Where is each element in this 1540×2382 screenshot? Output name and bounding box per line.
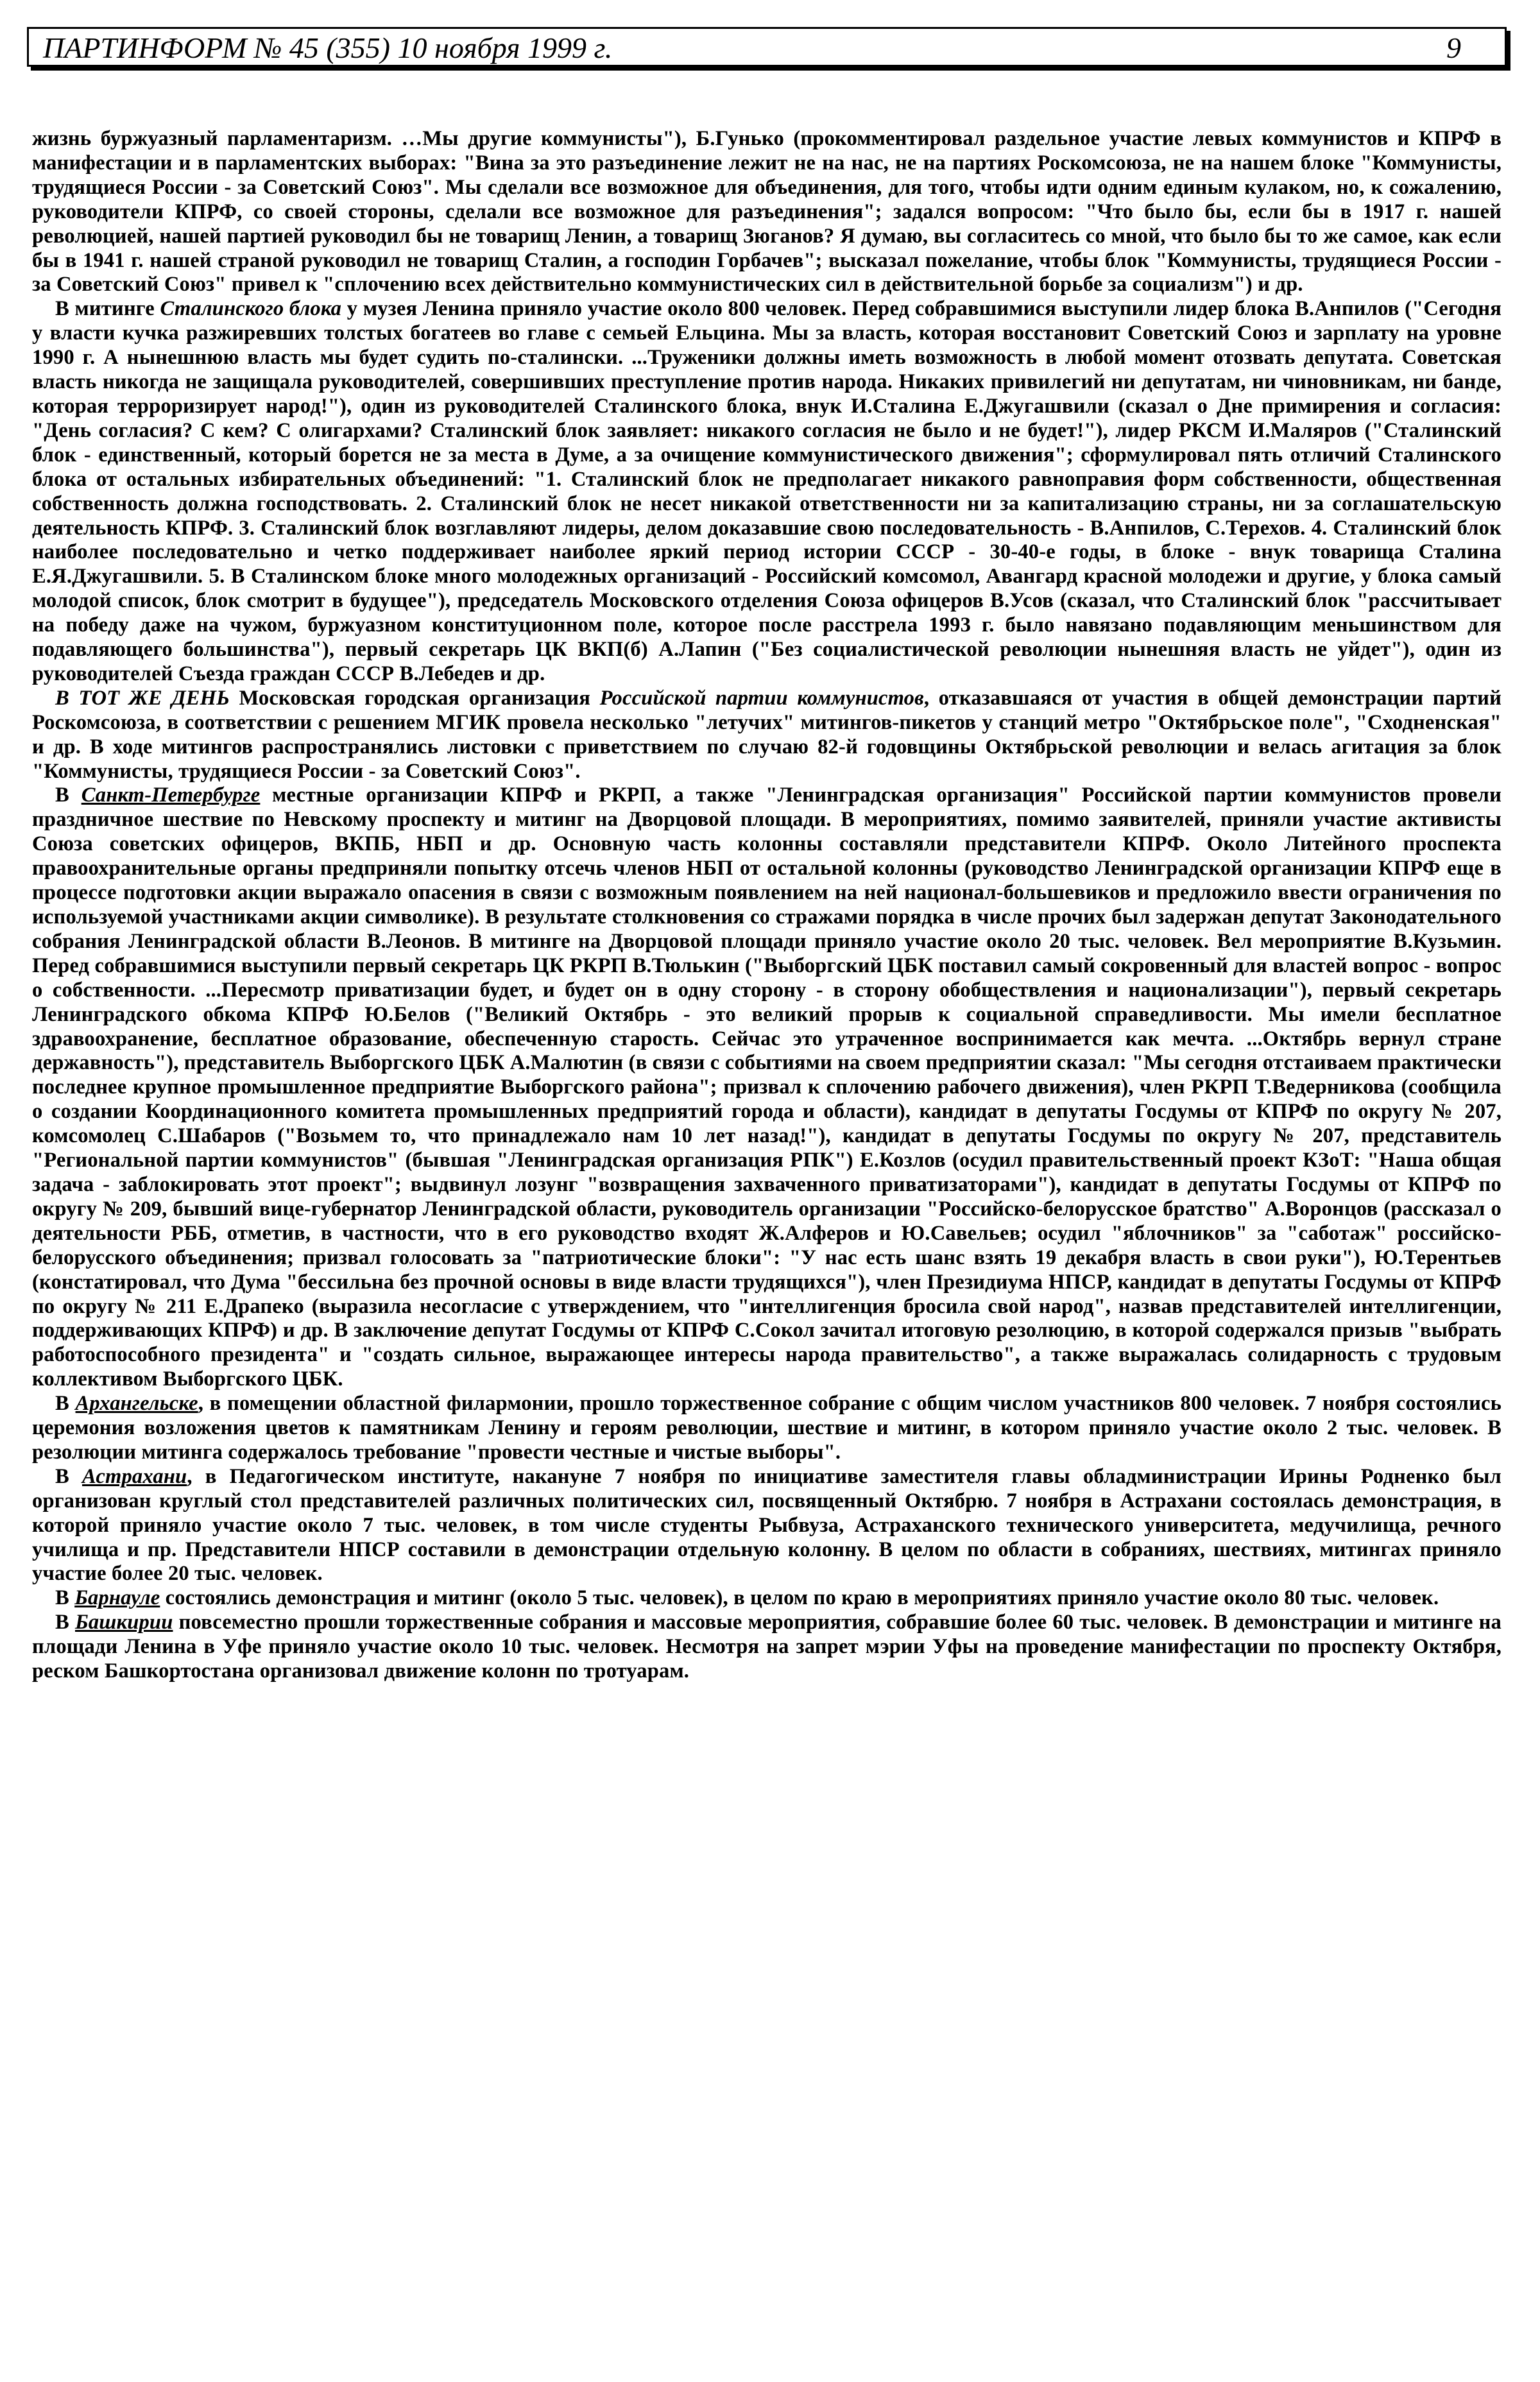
- city-name: Барнауле: [74, 1586, 160, 1610]
- bloc-name: Сталинского блока: [160, 297, 342, 321]
- paragraph-astrakhan: В Астрахани, в Педагогическом институте, накануне 7 ноября по инициативе заместителя главы обладминистрации Ирины Родненко был организован круглый стол представителей различных политических сил, посвященный Октябрю. 7 ноября в Астрахани состоялась демонстрация, в которой приняло участие около 7 тыс. человек, в том числе студенты Рыбвуза, Астраханского технического университета, медучилища, речного училища и пр. Представители НПСР составили в демонстрации отдельную колонну. В целом по области в собраниях, шествиях, митингах приняло участие более 20 тыс. человек.: [32, 1464, 1502, 1586]
- paragraph-bashkiria: В Башкирии повсеместно прошли торжественные собрания и массовые мероприятия, собравшие более 60 тыс. человек. В демонстрации и митинге на площади Ленина в Уфе приняло участие около 10 тыс. человек. Несмотря на запрет мэрии Уфы на проведение манифестации по проспекту Октября, реском Башкортостана организовал движение колонн по тротуарам.: [32, 1611, 1502, 1683]
- paragraph-rpk: В ТОТ ЖЕ ДЕНЬ Московская городская организация Российской партии коммунистов, отказавшаяся от участия в общей демонстрации партий Роскомсоюза, в соответствии с решением МГИК провела несколько "летучих" митингов-пикетов у станций метро "Октябрьское поле", "Сходненская" и др. В ходе митингов распространялись листовки с приветствием по случаю 82-й годовщины Октябрьской революции и велась агитация за блок "Коммунисты, трудящиеся России - за Советский Союз".: [32, 686, 1502, 783]
- city-name: Архангельске: [75, 1392, 198, 1416]
- page-number: 9: [1446, 31, 1461, 64]
- city-name: Башкирии: [74, 1611, 173, 1634]
- same-day-lead: В ТОТ ЖЕ ДЕНЬ: [55, 686, 230, 710]
- page-header: [27, 27, 1507, 67]
- party-name: Российской партии коммунистов: [599, 686, 924, 710]
- city-name: Санкт-Петербурге: [81, 784, 261, 807]
- paragraph-stalin-bloc: В митинге Сталинского блока у музея Ленина приняло участие около 800 человек. Перед собравшимися выступили лидер блока В.Анпилов ("Сегодня у власти кучка разжиревших толстых богатеев во главе с семьей Ельцина. Мы за власть, которая восстановит Советский Союз и зарплату на уровне 1990 г. А нынешнюю власть мы будет судить по-сталински. ...Труженики должны иметь возможность в любой момент отозвать депутата. Советская власть никогда не защищала руководителей, совершивших преступление против народа. Никаких привилегий ни депутатам, ни чиновникам, ни банде, которая терроризирует народ!"), один из руководителей Сталинского блока, внук И.Сталина Е.Джугашвили (сказал о Дне примирения и согласия: "День согласия? С кем? С олигархами? Сталинский блок заявляет: никакого согласия не было и не будет!"), лидер РКСМ И.Маляров ("Сталинский блок - единственный, который борется не за места в Думе, а за очищение коммунистического движения"; сформулировал пять отличий Сталинского блока от остальных избирательных объединений: "1. Сталинский блок не предполагает никакого равноправия форм собственности, общественная собственность должна господствовать. 2. Сталинский блок не несет никакой ответственности ни за капитализацию страны, ни за соглашательскую деятельность КПРФ. 3. Сталинский блок возглавляют лидеры, делом доказавшие свою последовательность - В.Анпилов, С.Терехов. 4. Сталинский блок наиболее последовательно и четко поддерживает наиболее яркий период истории СССР - 30-40-е годы, в блоке - внук товарища Сталина Е.Я.Джугашвили. 5. В Сталинском блоке много молодежных организаций - Российский комсомол, Авангард красной молодежи и другие, у блока самый молодой список, блок смотрит в будущее"), председатель Московского отделения Союза офицеров В.Усов (сказал, что Сталинский блок "рассчитывает на победу даже на чужом, буржуазном конституционном поле, которое после расстрела 1993 г. было навязано подавляющим меньшинством для подавляющего большинства"), первый секретарь ЦК ВКП(б) А.Лапин ("Без социалистической революции нынешняя власть не уйдет"), один из руководителей Съезда граждан СССР В.Лебедев и др.: [32, 297, 1502, 685]
- paragraph-spb: В Санкт-Петербурге местные организации КПРФ и РКРП, а также "Ленинградская организация" Российской партии коммунистов провели праздничное шествие по Невскому проспекту и митинг на Дворцовой площади. В мероприятиях, помимо заявителей, приняли участие активисты Союза советских офицеров, ВКПБ, НБП и др. Основную часть колонны составляли представители КПРФ. Около Литейного проспекта правоохранительные органы предприняли попытку отсечь членов НБП от остальной колонны (руководство Ленинградской организации КПРФ еще в процессе подготовки акции выражало опасения в связи с возможным появлением на ней национал-большевиков и предложило ввести ограничения по используемой участниками акции символике). В результате столкновения со стражами порядка в числе прочих был задержан депутат Законодательного собрания Ленинградской области В.Леонов. В митинге на Дворцовой площади приняло участие около 20 тыс. человек. Вел мероприятие В.Кузьмин. Перед собравшимися выступили первый секретарь ЦК РКРП В.Тюлькин ("Выборгский ЦБК поставил самый сокровенный для властей вопрос - вопрос о собственности. ...Пересмотр приватизации будет, и будет он в одну сторону - в сторону обобществления и национализации"), первый секретарь Ленинградского обкома КПРФ Ю.Белов ("Великий Октябрь - это великий прорыв к социальной справедливости. Мы имели бесплатное здравоохранение, бесплатное образование, обеспеченную старость. Сейчас это утраченное воспринимается как мечта. ...Октябрь вернул стране державность"), представитель Выборгского ЦБК А.Малютин (в связи с событиями на своем предприятии сказал: "Мы сегодня отстаиваем практически последнее крупное промышленное предприятие Выборгского района"; призвал к сплочению рабочего движения), член РКРП Т.Ведерникова (сообщила о создании Координационного комитета промышленных предприятий города и области), кандидат в депутаты Госдумы от КПРФ по округу № 207, комсомолец С.Шабаров ("Возьмем то, что принадлежало нам 10 лет назад!"), кандидат в депутаты Госдумы по округу № 207, представитель "Региональной партии коммунистов" (бывшая "Ленинградская организация РПК") Е.Козлов (осудил правительственный проект КЗоТ: "Наша общая задача - заблокировать этот проект"; выдвинул лозунг "возвращения захваченного приватизаторами"), кандидат в депутаты Госдумы от КПРФ по округу № 209, бывший вице-губернатор Ленинградской области, руководитель организации "Российско-белорусское братство" А.Воронцов (рассказал о деятельности РББ, отметив, в частности, что в его руководство входят Ж.Алферов и Ю.Савельев; осудил "яблочников" за "саботаж" российско-белорусского объединения; призвал голосовать за "патриотические блоки": "У нас есть шанс взять 19 декабря власть в свои руки"), Ю.Терентьев (констатировал, что Дума "бессильна без прочной основы в виде власти трудящихся"), член Президиума НПСР, кандидат в депутаты Госдумы от КПРФ по округу № 211 Е.Драпеко (выразила несогласие с утверждением, что "интеллигенция бросила свой народ", назвав представителей интеллигенции, поддерживающих КПРФ) и др. В заключение депутат Госдумы от КПРФ С.Сокол зачитал итоговую резолюцию, в которой содержался призыв "выбрать работоспособного президента" и "создать сильное, выражающее интересы народа правительство", а также выражалась солидарность с трудовым коллективом Выборгского ЦБК.: [32, 784, 1502, 1391]
- header-title: ПАРТИНФОРМ № 45 (355) 10 ноября 1999 г.: [43, 31, 613, 64]
- paragraph-continuation: жизнь буржуазный парламентаризм. …Мы другие коммунисты"), Б.Гунько (прокомментировал раздельное участие левых коммунистов и КПРФ в манифестации и в парламентских выборах: "Вина за это разъединение лежит не на нас, не на партиях Роскомсоюза, не на нашем блоке "Коммунисты, трудящиеся России - за Советский Союз". Мы сделали все возможное для объединения, для того, чтобы идти одним единым кулаком, но, к сожалению, руководители КПРФ, со своей стороны, сделали все возможное для разъединения"; задался вопросом: "Что было бы, если бы в 1917 г. нашей революцией, нашей партией руководил бы не товарищ Ленин, а товарищ Зюганов? Я думаю, вы согласитесь со мной, что было бы то же самое, как если бы в 1941 г. нашей страной руководил не товарищ Сталин, а господин Горбачев"; высказал пожелание, чтобы блок "Коммунисты, трудящиеся России - за Советский Союз" привел к "сплочению всех действительно коммунистических сил в действительной борьбе за социализм") и др.: [32, 127, 1502, 296]
- city-name: Астрахани: [82, 1464, 187, 1488]
- paragraph-barnaul: В Барнауле состоялись демонстрация и митинг (около 5 тыс. человек), в целом по краю в мероприятиях приняло участие около 80 тыс. человек.: [55, 1586, 1439, 1610]
- article-body: [32, 127, 1502, 1684]
- paragraph-arkhangelsk: В Архангельске, в помещении областной филармонии, прошло торжественное собрание с общим числом участников 800 человек. 7 ноября состоялись церемония возложения цветов к памятникам Ленину и героям революции, шествие и митинг, в котором приняло участие около 2 тыс. человек. В резолюции митинга содержалось требование "провести честные и чистые выборы".: [32, 1392, 1502, 1464]
